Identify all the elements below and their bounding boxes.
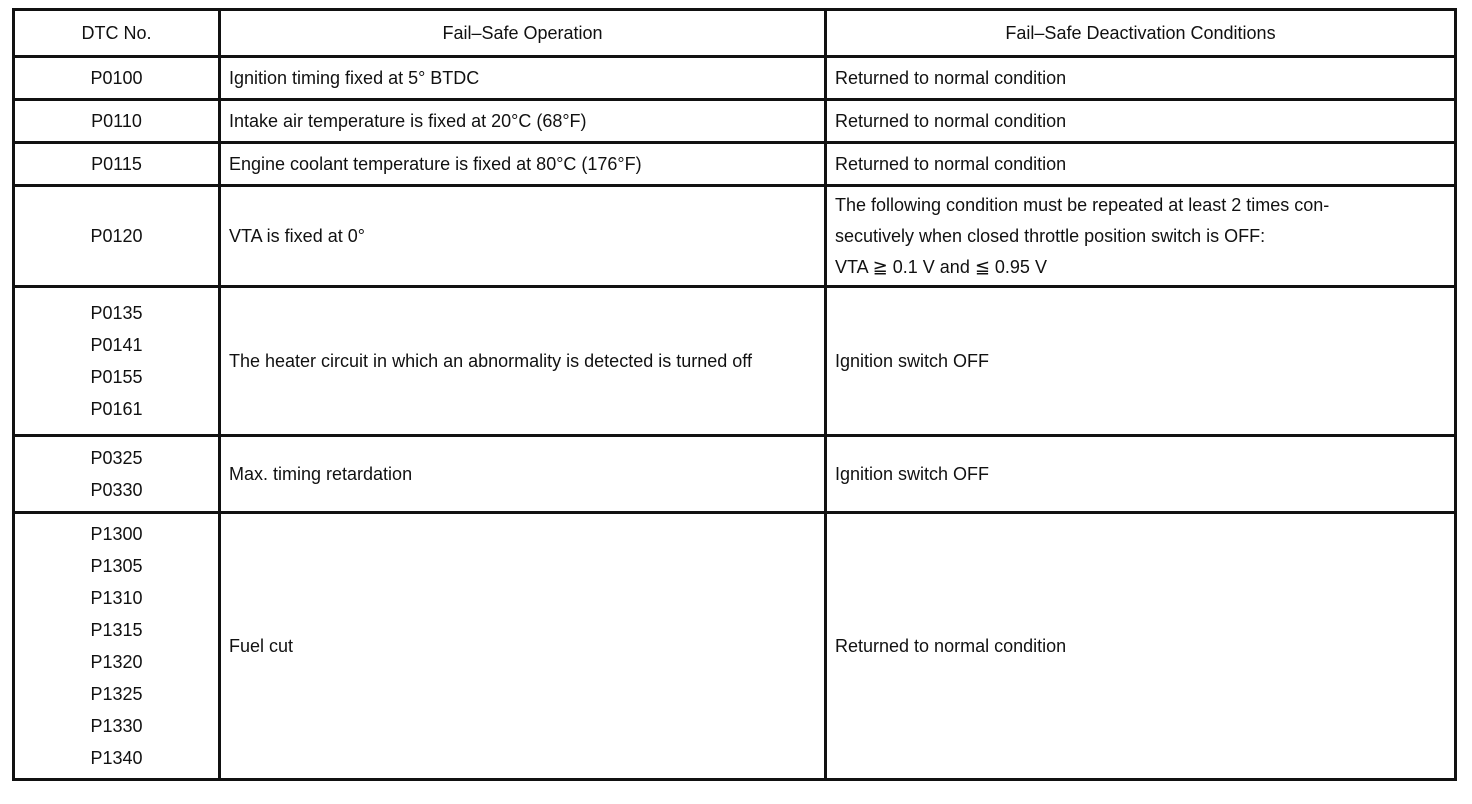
fail-safe-table bbox=[12, 8, 1457, 781]
dtc-code: P1310 bbox=[90, 588, 143, 608]
operation-cell: Engine coolant temperature is fixed at 80°C (176°F) bbox=[220, 143, 826, 186]
dtc-code: P0155 bbox=[90, 367, 143, 387]
deactivation-line: Ignition switch OFF bbox=[835, 351, 990, 371]
deactivation-line: secutively when closed throttle position switch is OFF: bbox=[835, 225, 1266, 246]
table-row bbox=[14, 186, 1456, 287]
dtc-code: P1325 bbox=[90, 684, 143, 704]
deactivation-cell bbox=[826, 287, 1456, 436]
dtc-cell bbox=[14, 186, 220, 287]
operation-cell: VTA is fixed at 0° bbox=[220, 186, 826, 287]
header-dtc-no: DTC No. bbox=[14, 10, 220, 57]
dtc-code: P0115 bbox=[91, 154, 142, 174]
dtc-code: P0161 bbox=[90, 399, 143, 419]
dtc-code: P1315 bbox=[90, 620, 143, 640]
deactivation-line: Returned to normal condition bbox=[835, 111, 1067, 131]
dtc-cell bbox=[14, 436, 220, 513]
dtc-cell bbox=[14, 57, 220, 100]
dtc-code: P1300 bbox=[90, 524, 143, 544]
deactivation-cell bbox=[826, 436, 1456, 513]
operation-cell: Intake air temperature is fixed at 20°C (68°F) bbox=[220, 100, 826, 143]
table-row bbox=[14, 100, 1456, 143]
table-body bbox=[14, 57, 1456, 780]
dtc-code: P1330 bbox=[90, 716, 143, 736]
dtc-code: P0325 bbox=[90, 448, 143, 468]
deactivation-line: Returned to normal condition bbox=[835, 636, 1067, 656]
table-row bbox=[14, 513, 1456, 780]
header-deactivation-conditions: Fail–Safe Deactivation Conditions bbox=[826, 10, 1456, 57]
operation-cell: Max. timing retardation bbox=[220, 436, 826, 513]
dtc-code: P1340 bbox=[90, 748, 143, 768]
deactivation-cell bbox=[826, 513, 1456, 780]
dtc-code: P0120 bbox=[90, 225, 143, 246]
operation-cell: The heater circuit in which an abnormality is detected is turned off bbox=[220, 287, 826, 436]
deactivation-line: The following condition must be repeated at least 2 times con- bbox=[835, 194, 1330, 215]
deactivation-cell bbox=[826, 186, 1456, 287]
table-row bbox=[14, 436, 1456, 513]
table-header-row bbox=[14, 10, 1456, 57]
table-row bbox=[14, 287, 1456, 436]
dtc-code: P0141 bbox=[90, 335, 143, 355]
dtc-code: P1305 bbox=[90, 556, 143, 576]
dtc-cell bbox=[14, 143, 220, 186]
deactivation-line: VTA ≧ 0.1 V and ≦ 0.95 V bbox=[835, 256, 1047, 277]
deactivation-cell bbox=[826, 57, 1456, 100]
dtc-code: P0110 bbox=[91, 111, 142, 131]
dtc-code: P0330 bbox=[90, 480, 143, 500]
operation-cell: Fuel cut bbox=[220, 513, 826, 780]
deactivation-line: Returned to normal condition bbox=[835, 154, 1067, 174]
dtc-code: P1320 bbox=[90, 652, 143, 672]
deactivation-line: Returned to normal condition bbox=[835, 68, 1067, 88]
operation-cell: Ignition timing fixed at 5° BTDC bbox=[220, 57, 826, 100]
dtc-cell bbox=[14, 287, 220, 436]
header-fail-safe-operation: Fail–Safe Operation bbox=[220, 10, 826, 57]
table-row bbox=[14, 57, 1456, 100]
table-row bbox=[14, 143, 1456, 186]
dtc-cell bbox=[14, 100, 220, 143]
fail-safe-table-container bbox=[12, 8, 1454, 781]
deactivation-cell bbox=[826, 143, 1456, 186]
deactivation-cell bbox=[826, 100, 1456, 143]
deactivation-line: Ignition switch OFF bbox=[835, 464, 990, 484]
dtc-cell bbox=[14, 513, 220, 780]
dtc-code: P0135 bbox=[90, 303, 143, 323]
dtc-code: P0100 bbox=[90, 68, 143, 88]
